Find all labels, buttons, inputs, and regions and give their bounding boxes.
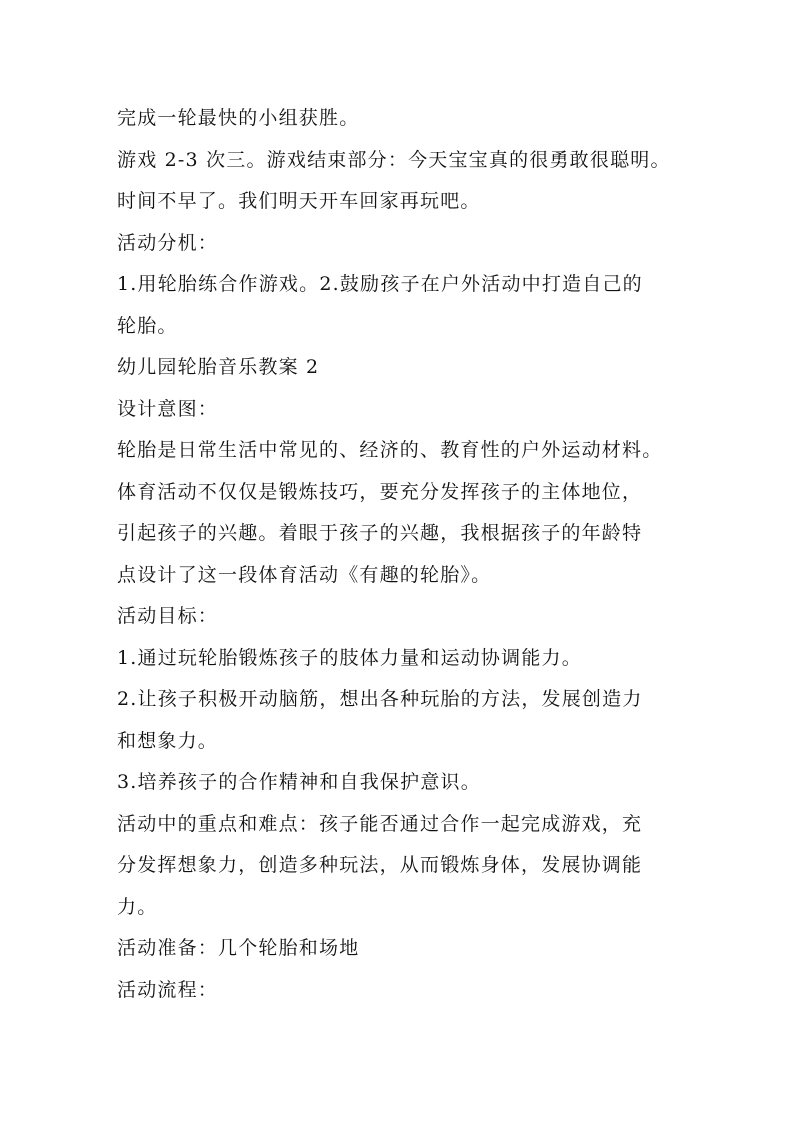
text-line: 完成一轮最快的小组获胜。 bbox=[117, 107, 360, 129]
section-heading: 活动流程： bbox=[117, 978, 219, 1001]
text-line: 体育活动不仅仅是锻炼技巧，要充分发挥孩子的主体地位， bbox=[117, 480, 643, 503]
text-line: 游戏 2-3 次三。游戏结束部分：今天宝宝真的很勇敢很聪明。 bbox=[117, 148, 671, 171]
text-line: 力。 bbox=[117, 895, 158, 918]
text-line: 点设计了这一段体育活动《有趣的轮胎》。 bbox=[117, 563, 492, 586]
list-item: 2.让孩子积极开动脑筋，想出各种玩胎的方法，发展创造力 bbox=[117, 688, 643, 710]
text-line: 活动中的重点和难点：孩子能否通过合作一起完成游戏，充 bbox=[117, 812, 643, 835]
list-item: 1.通过玩轮胎锻炼孩子的肢体力量和运动协调能力。 bbox=[117, 646, 582, 669]
section-heading: 活动分机： bbox=[117, 231, 219, 254]
text-line: 和想象力。 bbox=[117, 729, 219, 752]
text-line: 轮胎是日常生活中常见的、经济的、教育性的户外运动材料。 bbox=[117, 439, 663, 461]
text-line: 1.用轮胎练合作游戏。2.鼓励孩子在户外活动中打造自己的 bbox=[117, 273, 643, 295]
section-heading: 设计意图： bbox=[117, 397, 219, 420]
text-line: 轮胎。 bbox=[117, 314, 178, 337]
text-line: 活动准备：几个轮胎和场地 bbox=[117, 937, 360, 959]
document-body bbox=[117, 98, 687, 1011]
text-line: 分发挥想象力，创造多种玩法，从而锻炼身体，发展协调能 bbox=[117, 854, 643, 876]
text-line: 引起孩子的兴趣。着眼于孩子的兴趣，我根据孩子的年龄特 bbox=[117, 522, 643, 544]
text-line: 时间不早了。我们明天开车回家再玩吧。 bbox=[117, 190, 481, 212]
document-title: 幼儿园轮胎音乐教案 2 bbox=[117, 356, 320, 378]
list-item: 3.培养孩子的合作精神和自我保护意识。 bbox=[117, 771, 481, 793]
section-heading: 活动目标： bbox=[117, 605, 219, 627]
